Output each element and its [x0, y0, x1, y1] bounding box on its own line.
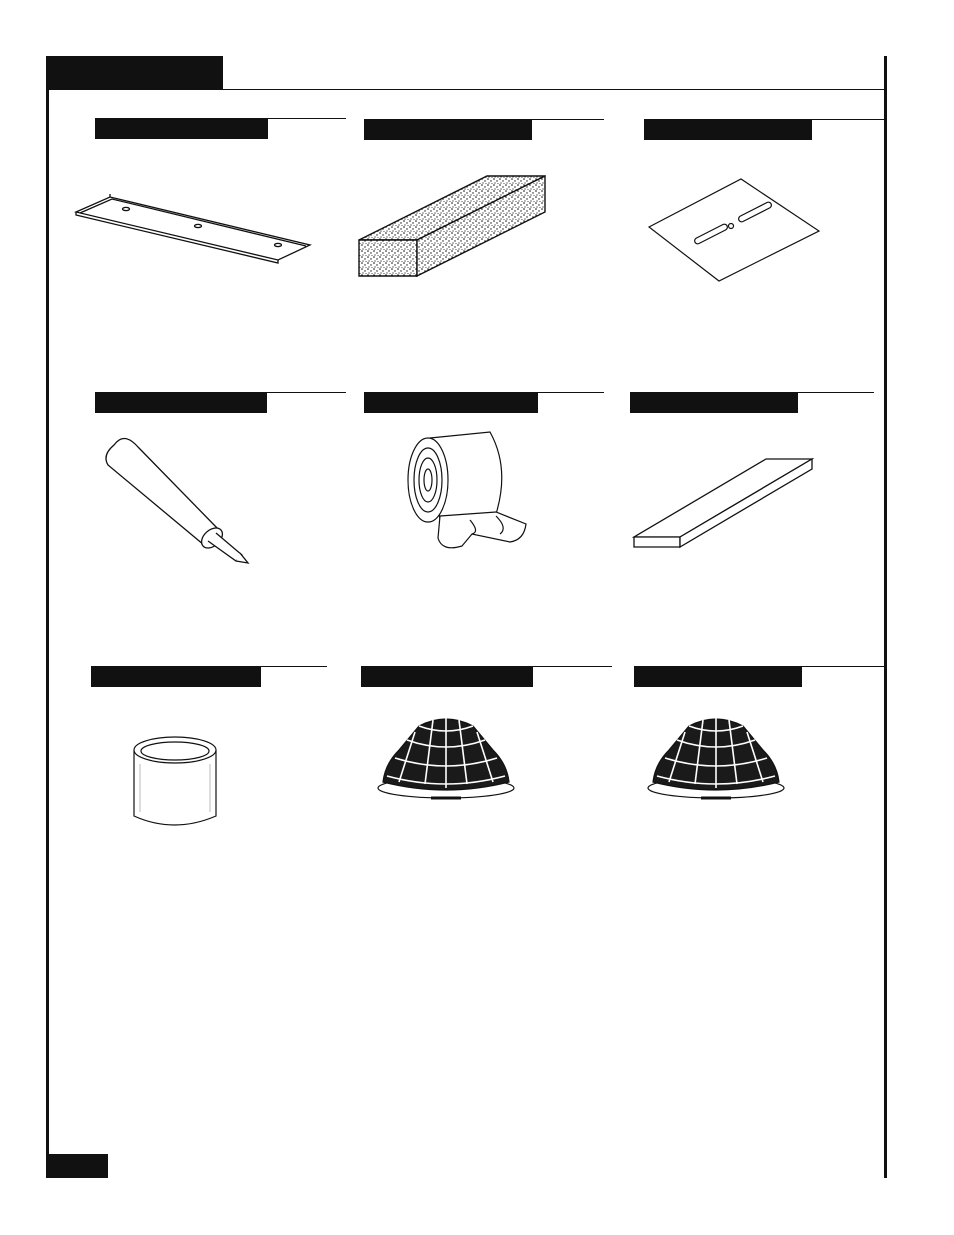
item-2-rule [532, 119, 604, 120]
item-5-label [364, 392, 538, 413]
item-4-rule [267, 392, 346, 393]
item-1-label [95, 118, 268, 139]
item-8-rule [533, 666, 612, 667]
wood-strip-icon [628, 455, 818, 555]
item-9-label [634, 666, 802, 687]
item-6-rule [798, 392, 874, 393]
item-4-label [95, 392, 267, 413]
tape-roll-icon [128, 734, 223, 834]
item-6-label [630, 392, 798, 413]
footer-tab-label [46, 1159, 52, 1173]
roof-flashing-boot-icon [645, 712, 787, 807]
item-9-rule [802, 666, 884, 667]
insulation-roll-icon [400, 428, 530, 553]
header-tab [47, 56, 223, 90]
flat-bracket-icon [70, 190, 315, 260]
item-3-label [644, 119, 812, 140]
item-5-rule [538, 392, 604, 393]
footer-tab [46, 1154, 108, 1178]
caulk-tube-icon [100, 435, 260, 570]
foam-block-icon [355, 172, 550, 282]
left-border [46, 56, 49, 1178]
item-1-rule [268, 118, 346, 119]
item-7-rule [261, 666, 327, 667]
right-border [884, 56, 887, 1178]
item-3-rule [812, 119, 884, 120]
roof-flashing-boot-icon [375, 712, 517, 807]
item-8-label [361, 666, 533, 687]
slotted-plate-icon [645, 175, 825, 285]
item-2-label [364, 119, 532, 140]
item-7-label [91, 666, 261, 687]
header-rule [223, 89, 887, 90]
